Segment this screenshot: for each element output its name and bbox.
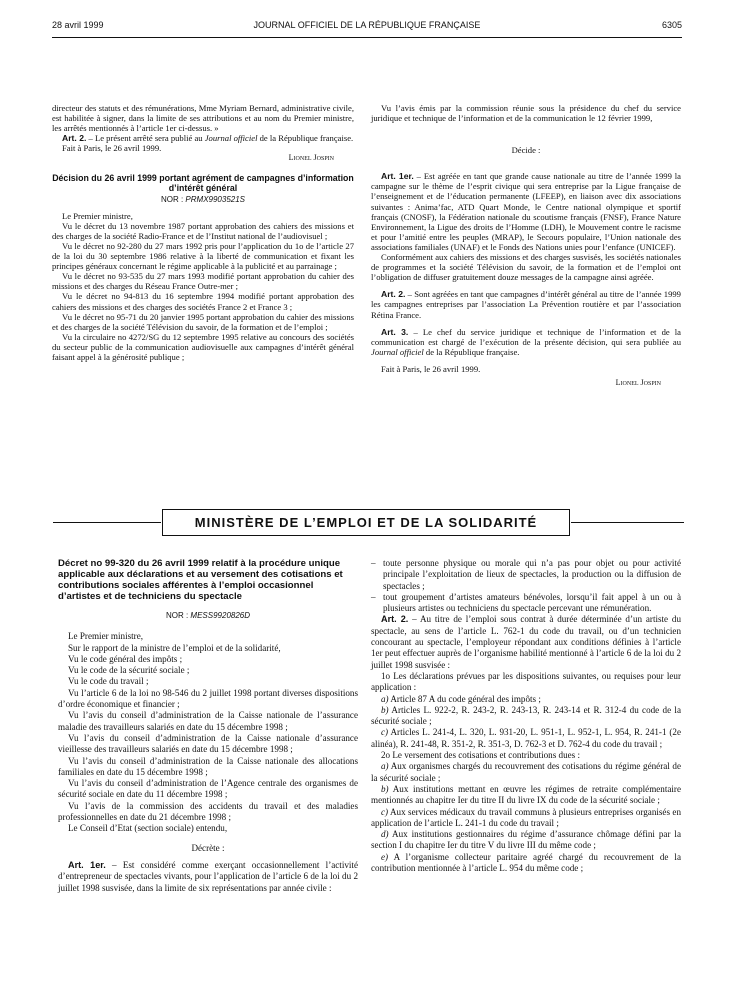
visa-line: Vu l’avis du conseil d’administration de l’Agence centrale des organismes de sécurité sociale en date du 11 décembre 1998 ; bbox=[58, 778, 358, 800]
column-1 bbox=[52, 103, 354, 362]
article-label: Art. 3. bbox=[381, 326, 409, 337]
done-at: Fait à Paris, le 26 avril 1999. bbox=[62, 143, 162, 154]
article-2 bbox=[371, 289, 681, 319]
column-3 bbox=[58, 558, 358, 894]
text: Aux services médicaux du travail communs à plusieurs entreprises organisés en application de l’article L. 241-1 du code du travail ; bbox=[371, 806, 681, 828]
article-2 bbox=[371, 614, 681, 670]
visa-line: Vu le décret no 92-280 du 27 mars 1992 pris pour l’application du 1o de l’article 27 de la loi du 30 septembre 1986 relative à la liberté de communication et fixant les principes généraux concernant le régime applicable à la publicité et au parrainage ; bbox=[52, 240, 354, 272]
ministry-title: MINISTÈRE DE L’EMPLOI ET DE LA SOLIDARITÉ bbox=[194, 515, 538, 530]
list-item: a) Article 87 A du code général des impôts ; bbox=[381, 693, 541, 704]
text: Aux institutions gestionnaires du régime d’assurance chômage défini par la section I du chapitre Ier du titre V du livre III du même code ; bbox=[371, 829, 681, 851]
column-2 bbox=[371, 103, 681, 388]
list-item bbox=[371, 558, 681, 592]
paragraph: 1o Les déclarations prévues par les dispositions suivantes, ou requises pour leur application : bbox=[371, 670, 681, 693]
paragraph: directeur des statuts et des rémunérations, Mme Myriam Bernard, administrative civile, est habilitée à signer, dans la limite de ses attributions et au nom du Premier ministre, les arrêtés mentionnés à l’article 1er ci-dessus. » bbox=[52, 103, 354, 134]
visa-line: Vu l’avis du conseil d’administration de la Caisse nationale des allocations familiales en date du 15 décembre 1998 ; bbox=[58, 755, 358, 777]
list-item: c) Articles L. 241-4, L. 320, L. 931-20, L. 951-1, L. 952-1, L. 954, R. 241-1 (2e alinéa), R. 241-48, R. 351-2, R. 351-3, D. 762-3 et D. 762-4 du code du travail ; bbox=[371, 727, 681, 749]
decision-title: Décision du 26 avril 1999 portant agrément de campagnes d’information d’intérêt général bbox=[52, 172, 354, 193]
header-date: 28 avril 1999 bbox=[52, 20, 104, 30]
header-page-number: 6305 bbox=[661, 20, 682, 30]
text: Articles L. 922-2, R. 243-2, R. 243-13, R. 243-14 et R. 312-4 du code de la sécurité sociale ; bbox=[371, 704, 681, 727]
text: Aux organismes chargés du recouvrement des cotisations du régime général de la sécurité sociale ; bbox=[371, 761, 681, 783]
signature: Lionel Jospin bbox=[288, 153, 334, 163]
text: Article 87 A du code général des impôts ; bbox=[390, 693, 541, 704]
dash-marker: – bbox=[371, 591, 376, 602]
text: Articles L. 241-4, L. 320, L. 931-20, L. 951-1, L. 952-1, L. 954, R. 241-1 (2e alinéa), R. 241-48, R. 351-2, R. 351-3, D. 762-3 et D. 762-4 du code du travail ; bbox=[371, 727, 681, 749]
visa-line: Vu l’avis du conseil d’administration de la Caisse nationale de l’assurance maladie des travailleurs salariés en date du 15 décembre 1998 ; bbox=[58, 710, 358, 732]
visa-line: Vu l’avis du conseil d’administration de la Caisse nationale d’assurance vieillesse des travailleurs salariés en date du 15 décembre 1998 ; bbox=[58, 732, 358, 755]
done-at: Fait à Paris, le 26 avril 1999. bbox=[381, 363, 481, 374]
nor-reference bbox=[58, 610, 358, 621]
list-item: b) Aux institutions mettant en œuvre les régimes de retraite complémentaire mentionnés au chapitre Ier du titre II du livre IX du code de la sécurité sociale ; bbox=[371, 783, 682, 806]
paragraph: Conformément aux cahiers des missions et des charges susvisés, les sociétés nationales de programmes et la société Télévision du savoir, de la formation et de l’emploi ont l’obligation de diffuser gratuitement douze messages de la campagne ainsi agréée. bbox=[371, 252, 681, 283]
list-item: a) Aux organismes chargés du recouvrement des cotisations du régime général de la sécurité sociale ; bbox=[371, 761, 681, 783]
visa-line: Vu le décret no 94-813 du 16 septembre 1994 modifié portant approbation des cahiers des missions et des charges des sociétés France 2 et France 3 ; bbox=[52, 291, 354, 312]
visa-line: Vu l’avis de la commission des accidents du travail et des maladies professionnelles en date du 21 décembre 1998 ; bbox=[58, 800, 358, 823]
list-item: e) A l’organisme collecteur paritaire agréé chargé du recouvrement de la contribution mentionnée à l’article L. 954 du même code ; bbox=[371, 851, 681, 874]
text: tout groupement d’artistes amateurs bénévoles, lorsqu’il fait appel à un ou à plusieurs artistes ou techniciens du spectacle percevant une rémunération. bbox=[383, 591, 681, 614]
visa-line: Vu le décret du 13 novembre 1987 portant approbation des cahiers des missions et des charges de la société Radio-France et de l’Institut national de l’audiovisuel ; bbox=[52, 220, 354, 241]
article-label: Art. 2. bbox=[381, 289, 406, 300]
journal-ref: Journal officiel bbox=[371, 346, 424, 357]
decrees-heading: Décrète : bbox=[191, 842, 225, 853]
text: – Est considéré comme exerçant occasionnellement l’activité d’entrepreneur de spectacles vivants, pour l’application de l’article 6 de la loi du 2 juillet 1998 susvisée, dans la limite de six représentations par année civile : bbox=[58, 859, 358, 893]
text: – Sont agréées en tant que campagnes d’intérêt général au titre de l’année 1999 les campagnes entreprises par l’association La Prévention routière et par l’association Rétina France. bbox=[371, 289, 681, 320]
text: – Le chef du service juridique et technique de l’information et de la communication est chargé de l’exécution de la présente décision, qui sera publiée au bbox=[371, 326, 681, 347]
page-header bbox=[52, 20, 682, 34]
nor-label: NOR : bbox=[160, 194, 186, 204]
visa-line: Vu le décret no 93-535 du 27 mars 1993 modifié portant approbation du cahier des missions et des charges du Réseau France Outre-mer ; bbox=[52, 271, 354, 292]
article-1 bbox=[371, 171, 681, 252]
article-label: Art. 2. bbox=[62, 133, 87, 144]
text: de la République française. bbox=[257, 133, 354, 144]
visa-line: Vu l’article 6 de la loi no 98-546 du 2 juillet 1998 portant diverses dispositions d’ordre économique et financier ; bbox=[58, 687, 358, 710]
nor-reference bbox=[52, 195, 354, 205]
list-item bbox=[371, 592, 681, 615]
column-4 bbox=[371, 558, 681, 874]
visa-line: Sur le rapport de la ministre de l’emploi et de la solidarité, bbox=[68, 642, 281, 653]
visa-line: Le Premier ministre, bbox=[62, 210, 133, 221]
header-journal-title: JOURNAL OFFICIEL DE LA RÉPUBLIQUE FRANÇAISE bbox=[253, 20, 481, 30]
list-item: c) Aux services médicaux du travail communs à plusieurs entreprises organisés en application de l’article L. 241-1 du code du travail ; bbox=[371, 806, 681, 828]
visa-line: Vu le code général des impôts ; bbox=[68, 653, 183, 664]
visa-line: Vu le décret no 95-71 du 20 janvier 1995 portant approbation du cahier des missions et des charges de la société Télévision du savoir, de la formation et de l’emploi ; bbox=[52, 311, 354, 332]
article-label: Art. 2. bbox=[381, 614, 409, 625]
nor-label: NOR : bbox=[165, 611, 191, 620]
article-2 bbox=[52, 133, 354, 143]
text: toute personne physique ou morale qui n’a pas pour objet ou pour activité principale l’exploitation de lieux de spectacles, la production ou la diffusion de spectacles ; bbox=[383, 558, 681, 591]
nor-code: PRMX9903521S bbox=[185, 194, 246, 204]
visa-line: Vu le code du travail ; bbox=[68, 676, 149, 687]
text: A l’organisme collecteur paritaire agréé chargé du recouvrement de la contribution mentionnée à l’article L. 954 du même code ; bbox=[371, 851, 681, 874]
article-label: Art. 1er. bbox=[68, 859, 106, 870]
journal-ref: Journal officiel bbox=[204, 133, 258, 144]
visa-line: Le Conseil d’Etat (section sociale) entendu, bbox=[68, 823, 228, 834]
ministry-banner bbox=[162, 509, 570, 536]
article-label: Art. 1er. bbox=[381, 171, 414, 182]
visa-line: Vu le code de la sécurité sociale ; bbox=[68, 665, 190, 676]
dash-marker: – bbox=[371, 558, 376, 568]
paragraph: 2o Le versement des cotisations et contributions dues : bbox=[381, 750, 581, 761]
paragraph: Vu l’avis émis par la commission réunie sous la présidence du chef du service juridique et technique de l’information et de la communication le 12 février 1999, bbox=[371, 103, 681, 124]
article-3 bbox=[371, 327, 681, 357]
text: de la République française. bbox=[423, 346, 520, 357]
list-item: b) Articles L. 922-2, R. 243-2, R. 243-13, R. 243-14 et R. 312-4 du code de la sécurité sociale ; bbox=[371, 704, 681, 727]
visa-line: Vu la circulaire no 4272/SG du 12 septembre 1995 relative au concours des sociétés du secteur public de la communication audiovisuelle aux campagnes d’intérêt général faisant appel à la générosité publique ; bbox=[52, 331, 354, 362]
visa-line: Le Premier ministre, bbox=[68, 631, 144, 642]
nor-code: MESS9920826D bbox=[190, 611, 251, 620]
text: Aux institutions mettant en œuvre les régimes de retraite complémentaire mentionnés au chapitre Ier du titre II du livre IX du code de la sécurité sociale ; bbox=[371, 783, 682, 806]
list-item: d) Aux institutions gestionnaires du régime d’assurance chômage défini par la section I du chapitre Ier du titre V du livre III du même code ; bbox=[371, 829, 681, 851]
text: – Est agréée en tant que grande cause nationale au titre de l’année 1999 la campagne sur le thème de l’esprit civique qui sera entreprise par la Ligue française de l’enseignement et de l’éducation permanente (LFEEP), en liaison avec dix associations suivantes : Anima’fac, ATD Quart Monde, le Centre national olympique et sportif français (CNOSF), la Fédération nationale du scoutisme français (FNSF), France Nature Environnement, la Ligue des droits de l’Homme (LDH), le Mouvement contre le racisme et pour l’amitié entre les peuples (MRAP), le Secours populaire, l’Union nationale des associations familiales (UNAF) et le Fonds des Nations unies pour l’enfance (UNICEF). bbox=[371, 171, 681, 252]
header-rule bbox=[52, 37, 682, 38]
text: – Au titre de l’emploi sous contrat à durée déterminée d’un artiste du spectacle, au sens de l’article L. 762-1 du code du travail, ou d’un technicien concourant au spectacle, l’employeur répondant aux conditions définies à l’article 1er peut effectuer auprès de l’organisme habilité mentionné à l’article 6 de la loi du 2 juillet 1998 susvisée : bbox=[371, 614, 681, 670]
decree-title: Décret no 99-320 du 26 avril 1999 relatif à la procédure unique applicable aux déclarations et au versement des cotisations et contributions sociales afférentes à l’emploi occasionnel d’artistes et de techniciens du spectacle bbox=[58, 558, 343, 602]
article-1 bbox=[58, 860, 358, 894]
decides-heading: Décide : bbox=[511, 145, 541, 156]
text: – Le présent arrêté sera publié au bbox=[86, 133, 205, 144]
signature: Lionel Jospin bbox=[615, 377, 661, 387]
